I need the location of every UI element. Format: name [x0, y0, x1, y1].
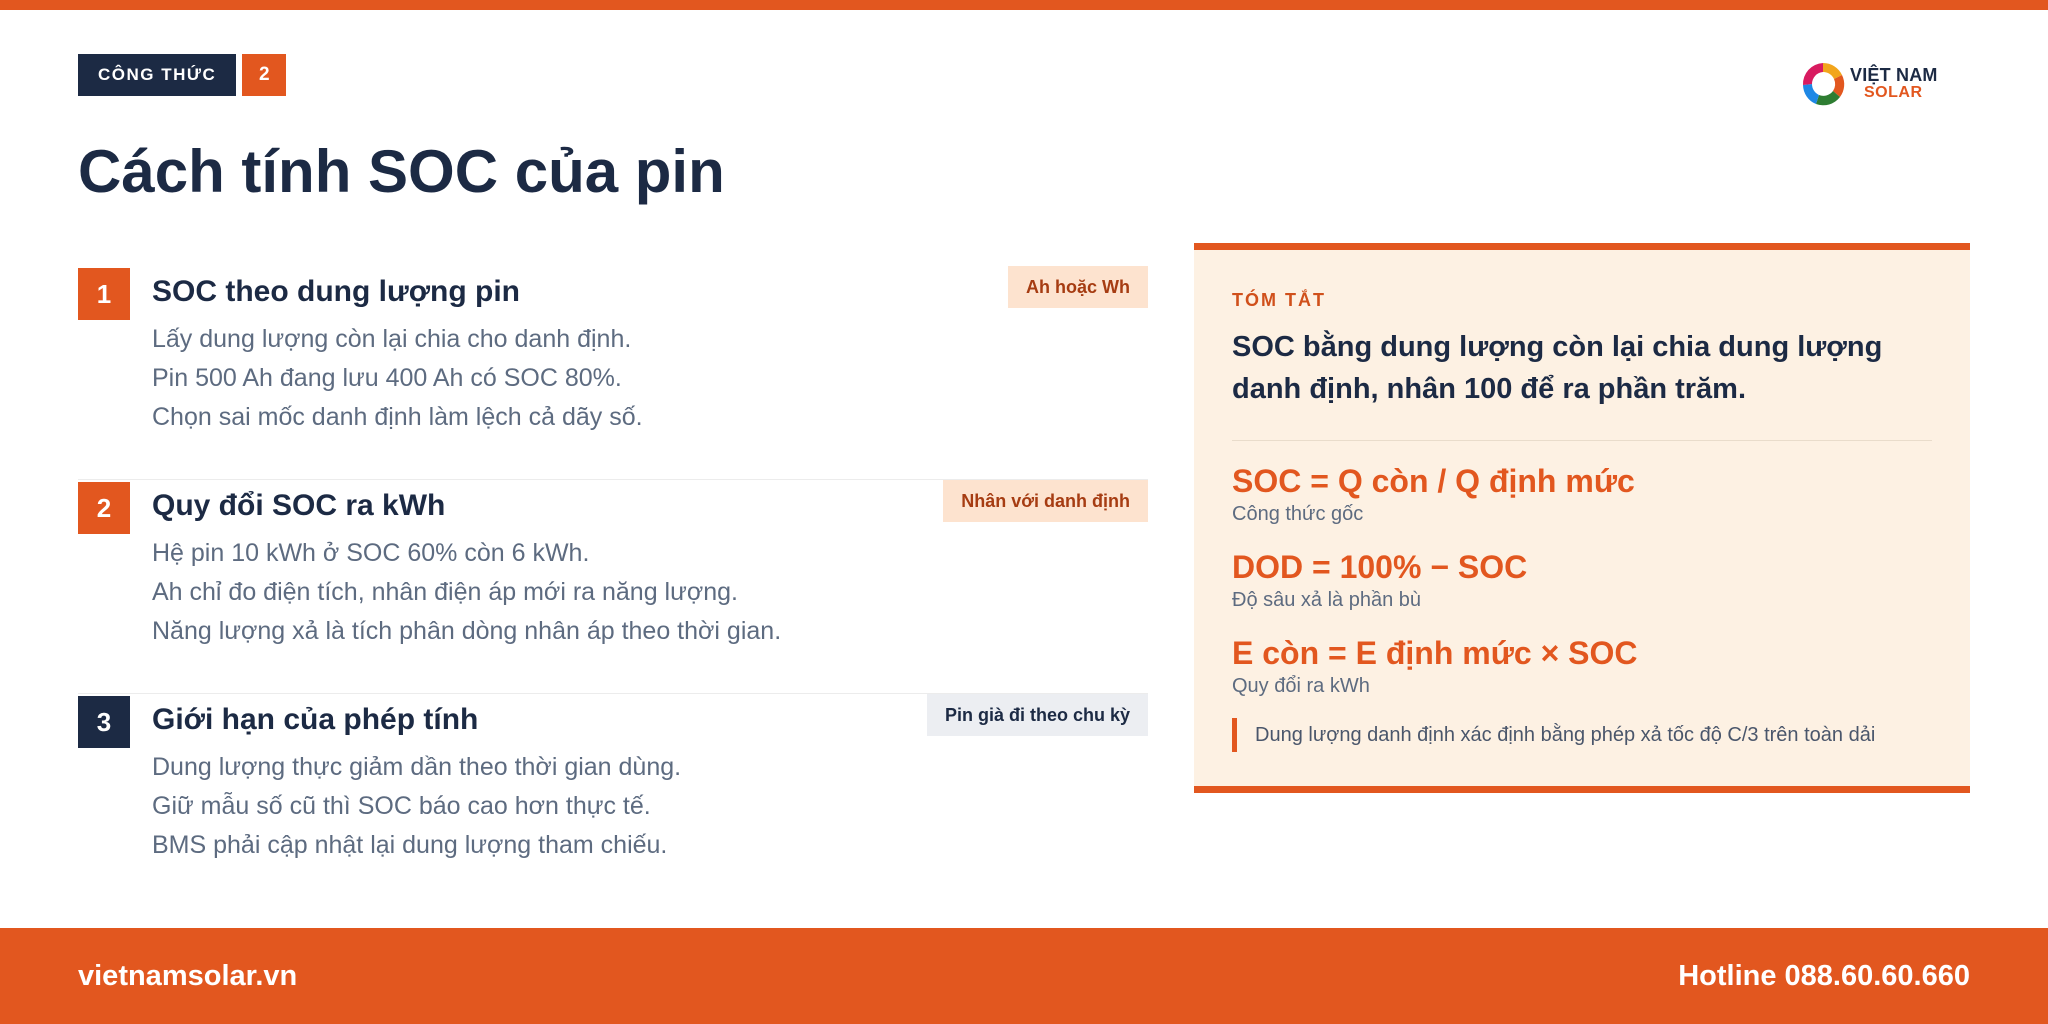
step-tag: Pin già đi theo chu kỳ — [927, 694, 1148, 736]
brand-logo — [1798, 58, 1948, 110]
steps-list — [78, 266, 1148, 908]
step-number: 2 — [78, 482, 130, 534]
step-number: 3 — [78, 696, 130, 748]
summary-footnote: Dung lượng danh định xác định bằng phép xả tốc độ C/3 trên toàn dải — [1232, 718, 1932, 752]
step-item — [78, 694, 1148, 908]
footer-hotline[interactable]: Hotline 088.60.60.660 — [1678, 960, 1970, 992]
step-lines — [152, 748, 681, 865]
badge-number: 2 — [242, 54, 286, 96]
formula-item — [1232, 460, 1932, 526]
step-tag: Ah hoặc Wh — [1008, 266, 1148, 308]
summary-label: TÓM TẮT — [1232, 290, 1326, 310]
step-line: Chọn sai mốc danh định làm lệch cả dãy số. — [152, 403, 643, 431]
step-line: Dung lượng thực giảm dần theo thời gian dùng. — [152, 753, 682, 781]
formula-list — [1232, 460, 1932, 718]
formula-equation: SOC = Q còn / Q định mức — [1232, 463, 1635, 499]
logo-text-line2: SOLAR — [1864, 84, 1923, 101]
summary-text: SOC bằng dung lượng còn lại chia dung lượng danh định, nhân 100 để ra phần trăm. — [1232, 331, 1883, 405]
step-item — [78, 266, 1148, 480]
formula-note: Độ sâu xả là phần bù — [1232, 589, 1422, 611]
step-tag: Nhân với danh định — [943, 480, 1148, 522]
step-line: BMS phải cập nhật lại dung lượng tham chiếu. — [152, 831, 668, 859]
step-item — [78, 480, 1148, 694]
step-line: Năng lượng xả là tích phân dòng nhân áp theo thời gian. — [152, 617, 782, 645]
top-accent-bar — [0, 0, 2048, 10]
step-lines — [152, 320, 643, 437]
formula-note: Công thức gốc — [1232, 503, 1364, 525]
summary-panel — [1194, 243, 1970, 793]
step-line: Giữ mẫu số cũ thì SOC báo cao hơn thực tế. — [152, 792, 651, 820]
section-badge — [78, 54, 286, 96]
step-title: Giới hạn của phép tính — [152, 703, 479, 736]
step-line: Pin 500 Ah đang lưu 400 Ah có SOC 80%. — [152, 364, 622, 392]
step-title: SOC theo dung lượng pin — [152, 275, 520, 308]
step-line: Hệ pin 10 kWh ở SOC 60% còn 6 kWh. — [152, 539, 590, 567]
footer-bar — [0, 928, 2048, 1024]
sun-logo-icon — [1798, 59, 1848, 109]
logo-text-line1: VIỆT NAM — [1850, 65, 1938, 85]
badge-label: CÔNG THỨC — [78, 54, 236, 96]
formula-item — [1232, 546, 1932, 612]
step-title: Quy đổi SOC ra kWh — [152, 489, 446, 522]
formula-note: Quy đổi ra kWh — [1232, 675, 1370, 697]
page-title: Cách tính SOC của pin — [78, 138, 725, 205]
formula-equation: E còn = E định mức × SOC — [1232, 635, 1638, 671]
formula-equation: DOD = 100% − SOC — [1232, 549, 1528, 585]
step-line: Ah chỉ đo điện tích, nhân điện áp mới ra năng lượng. — [152, 578, 738, 606]
step-line: Lấy dung lượng còn lại chia cho danh định. — [152, 325, 632, 353]
step-lines — [152, 534, 781, 651]
formula-item — [1232, 632, 1932, 698]
step-number: 1 — [78, 268, 130, 320]
footer-website[interactable]: vietnamsolar.vn — [78, 960, 298, 992]
summary-divider — [1232, 440, 1932, 441]
